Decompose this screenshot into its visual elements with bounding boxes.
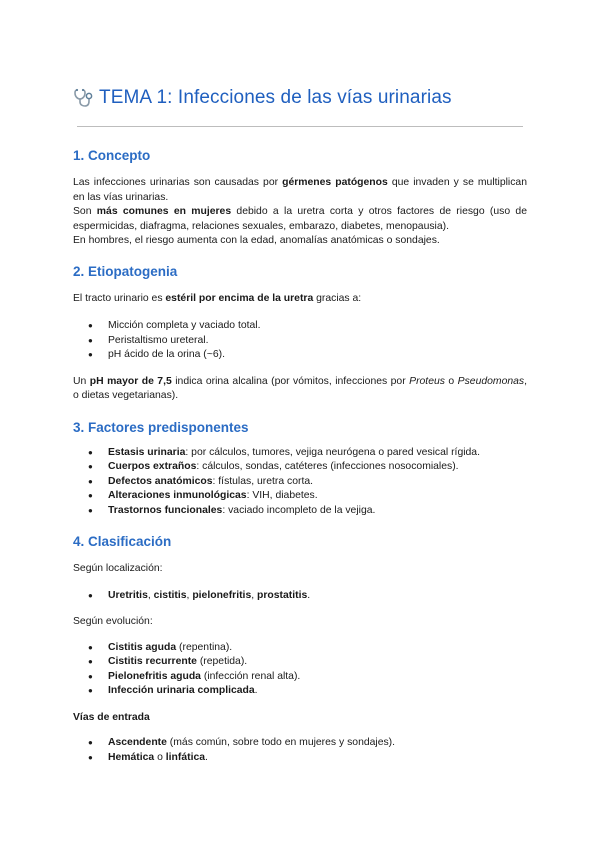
concepto-paragraph-2: Son más comunes en mujeres debido a la uretra corta y otros factores de riesgo (uso de espermicidas, diafragma, relaciones sexuales, embarazo, diabetes, menopausia). xyxy=(73,206,527,232)
list-item: ● Trastornos funcionales: vaciado incompleto de la vejiga. xyxy=(108,504,527,519)
etiopatogenia-list xyxy=(73,319,527,363)
ph-paragraph: Un pH mayor de 7,5 indica orina alcalina (por vómitos, infecciones por Proteus o Pseudomonas, o dietas vegetarianas). xyxy=(73,375,527,401)
factores-list xyxy=(73,446,527,519)
list-item: ● Cistitis recurrente (repetida). xyxy=(108,655,527,670)
list-item: ● Micción completa y vaciado total. xyxy=(108,319,527,334)
section-body-concepto xyxy=(73,176,527,249)
list-item: ● Infección urinaria complicada. xyxy=(108,684,527,699)
list-item: ● Uretritis, cistitis, pielonefritis, prostatitis. xyxy=(108,589,527,604)
title-text: TEMA 1: Infecciones de las vías urinarias xyxy=(99,87,452,108)
title-divider xyxy=(77,126,523,127)
localizacion-label: Según localización: xyxy=(73,563,163,574)
list-item: ● Estasis urinaria: por cálculos, tumores, vejiga neurógena o pared vesical rígida. xyxy=(108,446,527,461)
list-item: ● Defectos anatómicos: fístulas, uretra corta. xyxy=(108,475,527,490)
vias-list xyxy=(73,736,527,765)
evolucion-label: Según evolución: xyxy=(73,616,153,627)
localizacion-list xyxy=(73,589,527,604)
section-heading-etiopatogenia: 2. Etiopatogenia xyxy=(73,263,178,279)
list-item: ● Pielonefritis aguda (infección renal alta). xyxy=(108,670,527,685)
section-heading-concepto: 1. Concepto xyxy=(73,148,151,163)
concepto-paragraph-3: En hombres, el riesgo aumenta con la edad, anomalías anatómicas o sondajes. xyxy=(73,235,440,246)
list-item: ● pH ácido de la orina (~6). xyxy=(108,348,527,363)
document-title xyxy=(73,86,527,110)
list-item: ● Ascendente (más común, sobre todo en mujeres y sondajes). xyxy=(108,736,527,751)
section-heading-clasificacion: 4. Clasificación xyxy=(73,534,172,549)
etiopatogenia-intro: El tracto urinario es estéril por encima de la uretra gracias a: xyxy=(73,292,362,304)
list-item: ● Alteraciones inmunológicas: VIH, diabetes. xyxy=(108,489,527,504)
section-heading-factores: 3. Factores predisponentes xyxy=(73,419,249,435)
list-item: ● Cuerpos extraños: cálculos, sondas, catéteres (infecciones nosocomiales). xyxy=(108,460,527,475)
evolucion-list xyxy=(73,641,527,699)
concepto-paragraph-1: Las infecciones urinarias son causadas por gérmenes patógenos que invaden y se multiplican en las vías urinarias. xyxy=(73,177,527,203)
list-item: ● Peristaltismo ureteral. xyxy=(108,334,527,349)
vias-label: Vías de entrada xyxy=(73,711,150,723)
list-item: ● Hemática o linfática. xyxy=(108,751,527,766)
list-item: ● Cistitis aguda (repentina). xyxy=(108,641,527,656)
stethoscope-icon xyxy=(73,87,95,109)
